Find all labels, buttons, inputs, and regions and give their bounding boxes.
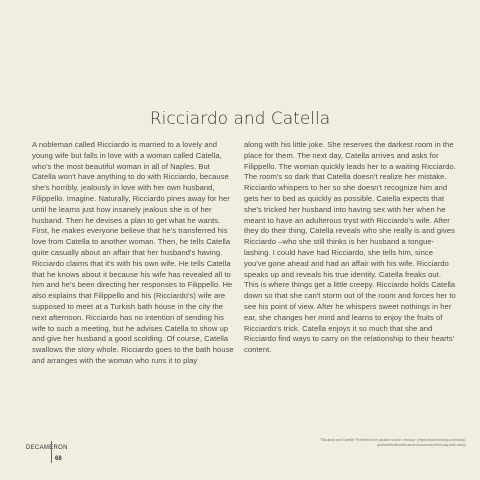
body-text-right-column: along with his little joke. She reserves the darkest room in the place for them. The next day, Catella arrives and asks for Filippello. The woman quickly leads her to a waiting Ricciardo. The room's so dark that Catella doesn't realize her mistake. Ricciardo whispers to her so she doesn't recognize him and gets her to bed as quickly as possible. Catella expects that she's tricked her husband into having sex with her when he meant to have an adulterous tryst with Ricciardo's wife. After they do their thing, Catella reveals who she really is and gives Ricciardo –who she still thinks is her husband a tongue-lashing. I could have had Ricciardo, she tells him, since you've gone ahead and had an affair with his wife. Ricciardo speaks up and reveals his true identity. Catella freaks out. This is where things get a little creepy. Ricciardo holds Catella down so that she can't storm out of the room and forces her to see his point of view. After he whispers sweet nothings in her ear, she changes her mind and learns to enjoy the fruits of Ricciardo's trick. Catella enjoys it so much that she and Ricciardo find ways to carry on the relationship to their hearts' content. (244, 140, 456, 355)
source-citation: "Ricciardo and Catella" Retrieved from parable source, shmoop: (https://www.shmoop.com/study-guides/literature/decameron/summary/third-day-sixth-story) (319, 438, 466, 447)
page-title: Ricciardo and Catella (149, 109, 331, 129)
page-number: 68 (55, 456, 62, 462)
body-text-left-column: A nobleman called Ricciardo is married to a lovely and young wife but falls in love with a woman called Catella, who's the most beautiful woman in all of Naples. But Catella won't have anything to do with Ricciardo, because she's horribly, jealously in love with her own husband, Filippello. Imagine. Naturally, Ricciardo pines away for her until he learns just how insanely jealous she is of her husband. Then he devises a plan to get what he wants. First, he makes everyone believe that he's transferred his love from Catella to another woman. Then, he tells Catella quite casually about an affair that her husband's having. Ricciardo claims that it's with his own wife. He tells Catella that he knows about it because his wife has revealed all to him and he's been directing her responses to Filippello. He also explains that Filippello and his (Ricciardo's) wife are supposed to meet at a Turkish bath house in the city the next afternoon. Ricciardo has no intention of sending his wife to such a meeting, but he advises Catella to show up and give her husband a good scolding. Of course, Catella swallows the story whole. Ricciardo goes to the bath house and arranges with the woman who runs it to play (32, 140, 234, 365)
footer-divider (51, 441, 52, 463)
footer-section-label: DECAMERON (26, 445, 68, 451)
